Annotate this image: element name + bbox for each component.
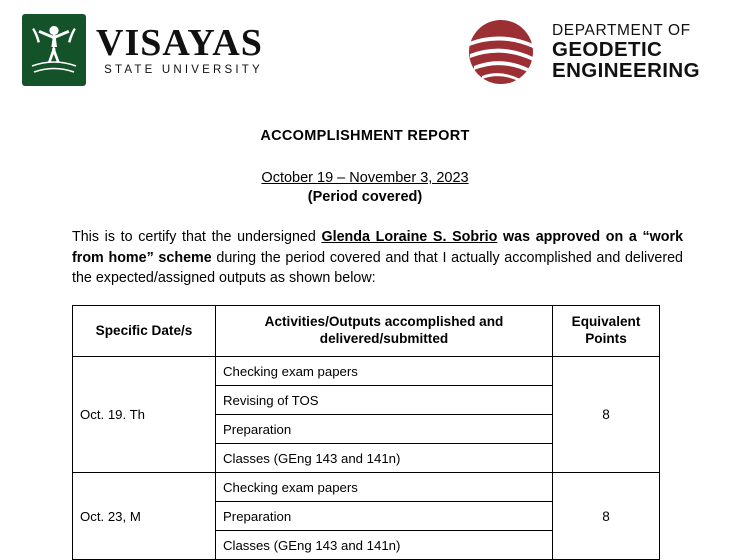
- dge-logo: [466, 18, 700, 86]
- accomplishment-table: [72, 305, 660, 560]
- cell-activity: Revising of TOS: [216, 386, 553, 415]
- header-activities: Activities/Outputs accomplished and delivered/submitted: [216, 306, 553, 357]
- paragraph-mid-bold: was approved on a “work from home” scheme: [72, 229, 684, 266]
- period-covered-label: (Period covered): [307, 189, 423, 205]
- cell-activity: Checking exam papers: [216, 357, 553, 386]
- vsu-seal-icon: [22, 14, 86, 86]
- dge-line2: GEODETIC: [552, 37, 663, 61]
- cell-activity: Preparation: [216, 502, 553, 531]
- cell-activity: Preparation: [216, 415, 553, 444]
- dge-line1: DEPARTMENT OF: [552, 21, 691, 39]
- cell-activity: Checking exam papers: [216, 473, 553, 502]
- vsu-name: VISAYAS: [96, 21, 263, 64]
- cell-activity: Classes (GEng 143 and 141n): [216, 531, 553, 560]
- header-equivalent-points: Equivalent Points: [553, 306, 660, 357]
- header-specific-dates: Specific Date/s: [73, 306, 216, 357]
- certification-paragraph: [72, 227, 683, 289]
- page-title: ACCOMPLISHMENT REPORT: [260, 128, 470, 144]
- vsu-subname: STATE UNIVERSITY: [104, 63, 263, 76]
- period-dates-text: October 19 – November 3, 2023: [261, 170, 469, 186]
- employee-name: Glenda Loraine S. Sobrio: [321, 229, 498, 245]
- cell-points: 8: [553, 473, 660, 560]
- vsu-logo: [22, 14, 263, 86]
- table-row: [73, 357, 660, 386]
- table-row: [73, 473, 660, 502]
- dge-line3: ENGINEERING: [552, 59, 700, 83]
- paragraph-post: during the period covered and that I actually accomplished and delivered the expected/assigned outputs as shown below:: [72, 249, 683, 287]
- globe-arc-icon: [466, 18, 540, 86]
- letterhead: [0, 0, 730, 108]
- period-covered-dates: [0, 170, 730, 186]
- table-header-row: [73, 306, 660, 357]
- cell-activity: Classes (GEng 143 and 141n): [216, 444, 553, 473]
- cell-date: Oct. 19. Th: [73, 357, 216, 473]
- cell-points: 8: [553, 357, 660, 473]
- paragraph-pre: This is to certify that the undersigned: [72, 229, 322, 245]
- cell-date: Oct. 23, M: [73, 473, 216, 560]
